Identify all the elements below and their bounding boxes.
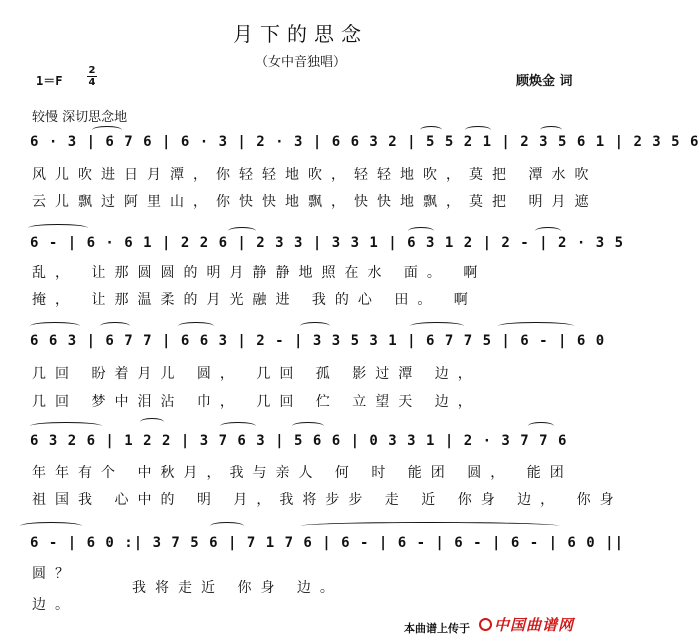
lyric-line-2a: 乱， 让那圆圆的明月静静地照在水 面。 啊: [32, 265, 487, 281]
slur-mark: [420, 126, 442, 134]
slur-mark: [410, 322, 464, 330]
time-signature: [85, 65, 99, 88]
slur-mark: [228, 227, 256, 235]
slur-mark: [220, 422, 256, 430]
lyric-line-4b: 祖国我 心中的 明 月，我将步步 走 近 你身 边， 你身: [32, 492, 623, 508]
site-logo-icon: [479, 618, 492, 631]
slur-mark: [178, 322, 214, 330]
lyric-line-2b: 掩， 让那温柔的月光融进 我的心 田。 啊: [32, 292, 477, 308]
lyric-line-1a: 风儿吹进日月潭，你轻轻地吹，轻轻地吹，莫把 潭水吹: [32, 167, 598, 183]
notation-line-1: 6 · 3 | 6 7 6 | 6 · 3 | 2 · 3 | 6 6 3 2 | 5 5 2 1 | 2 3 5 6 1 | 2 3 5 6: [30, 134, 699, 150]
notation-line-5: 6 - | 6 0 :| 3 7 5 6 | 7 1 7 6 | 6 - | 6 - | 6 - | 6 - | 6 0 ||: [30, 535, 625, 551]
slur-mark: [528, 422, 554, 430]
song-title: 月下的思念: [233, 22, 368, 46]
slur-mark: [300, 322, 330, 330]
lyric-line-1b: 云儿飘过阿里山，你快快地飘，快快地飘，莫把 明月遮: [32, 194, 598, 210]
slur-mark: [465, 126, 491, 134]
meter-top: 2: [88, 65, 96, 76]
slur-mark: [535, 227, 561, 235]
lyric-line-4a: 年年有个 中秋月，我与亲人 何 时 能团 圆， 能团: [32, 465, 573, 481]
key-signature: 1＝F: [36, 74, 63, 88]
lyric-line-5b: 我将走近 你身 边。: [132, 580, 343, 596]
slur-mark: [292, 422, 324, 430]
site-logo[interactable]: 中国曲谱网: [494, 616, 575, 634]
meter-bottom: 4: [88, 77, 96, 88]
slur-mark: [28, 224, 88, 232]
tempo-marking: 较慢 深切思念地: [32, 110, 128, 125]
notation-line-4: 6 3 2 6 | 1 2 2 | 3 7 6 3 | 5 6 6 | 0 3 3 1 | 2 · 3 7 7 6: [30, 433, 568, 449]
slur-mark: [498, 322, 574, 330]
slur-mark: [30, 322, 80, 330]
lyric-line-3b: 几回 梦中泪沾 巾， 几回 伫 立望天 边，: [32, 394, 481, 410]
slur-mark: [20, 522, 82, 530]
slur-mark: [30, 422, 102, 430]
slur-mark: [100, 322, 130, 330]
slur-mark: [92, 126, 122, 134]
slur-mark: [300, 522, 560, 530]
slur-mark: [540, 126, 562, 134]
slur-mark: [140, 418, 164, 426]
notation-line-3: 6 6 3 | 6 7 7 | 6 6 3 | 2 - | 3 3 5 3 1 | 6 7 7 5 | 6 - | 6 0: [30, 333, 606, 349]
lyric-line-3a: 几回 盼着月儿 圆， 几回 孤 影过潭 边，: [32, 366, 481, 382]
lyric-line-5c: 边。: [32, 597, 78, 613]
slur-mark: [408, 227, 434, 235]
lyricist-credit: 顾焕金 词: [516, 74, 573, 89]
lyric-line-5a: 圆？: [32, 566, 78, 582]
slur-mark: [210, 522, 244, 530]
upload-credit: 本曲谱上传于: [404, 622, 470, 635]
song-subtitle: （女中音独唱）: [254, 55, 346, 70]
notation-line-2: 6 - | 6 · 6 1 | 2 2 6 | 2 3 3 | 3 3 1 | 6 3 1 2 | 2 - | 2 · 3 5: [30, 235, 625, 251]
